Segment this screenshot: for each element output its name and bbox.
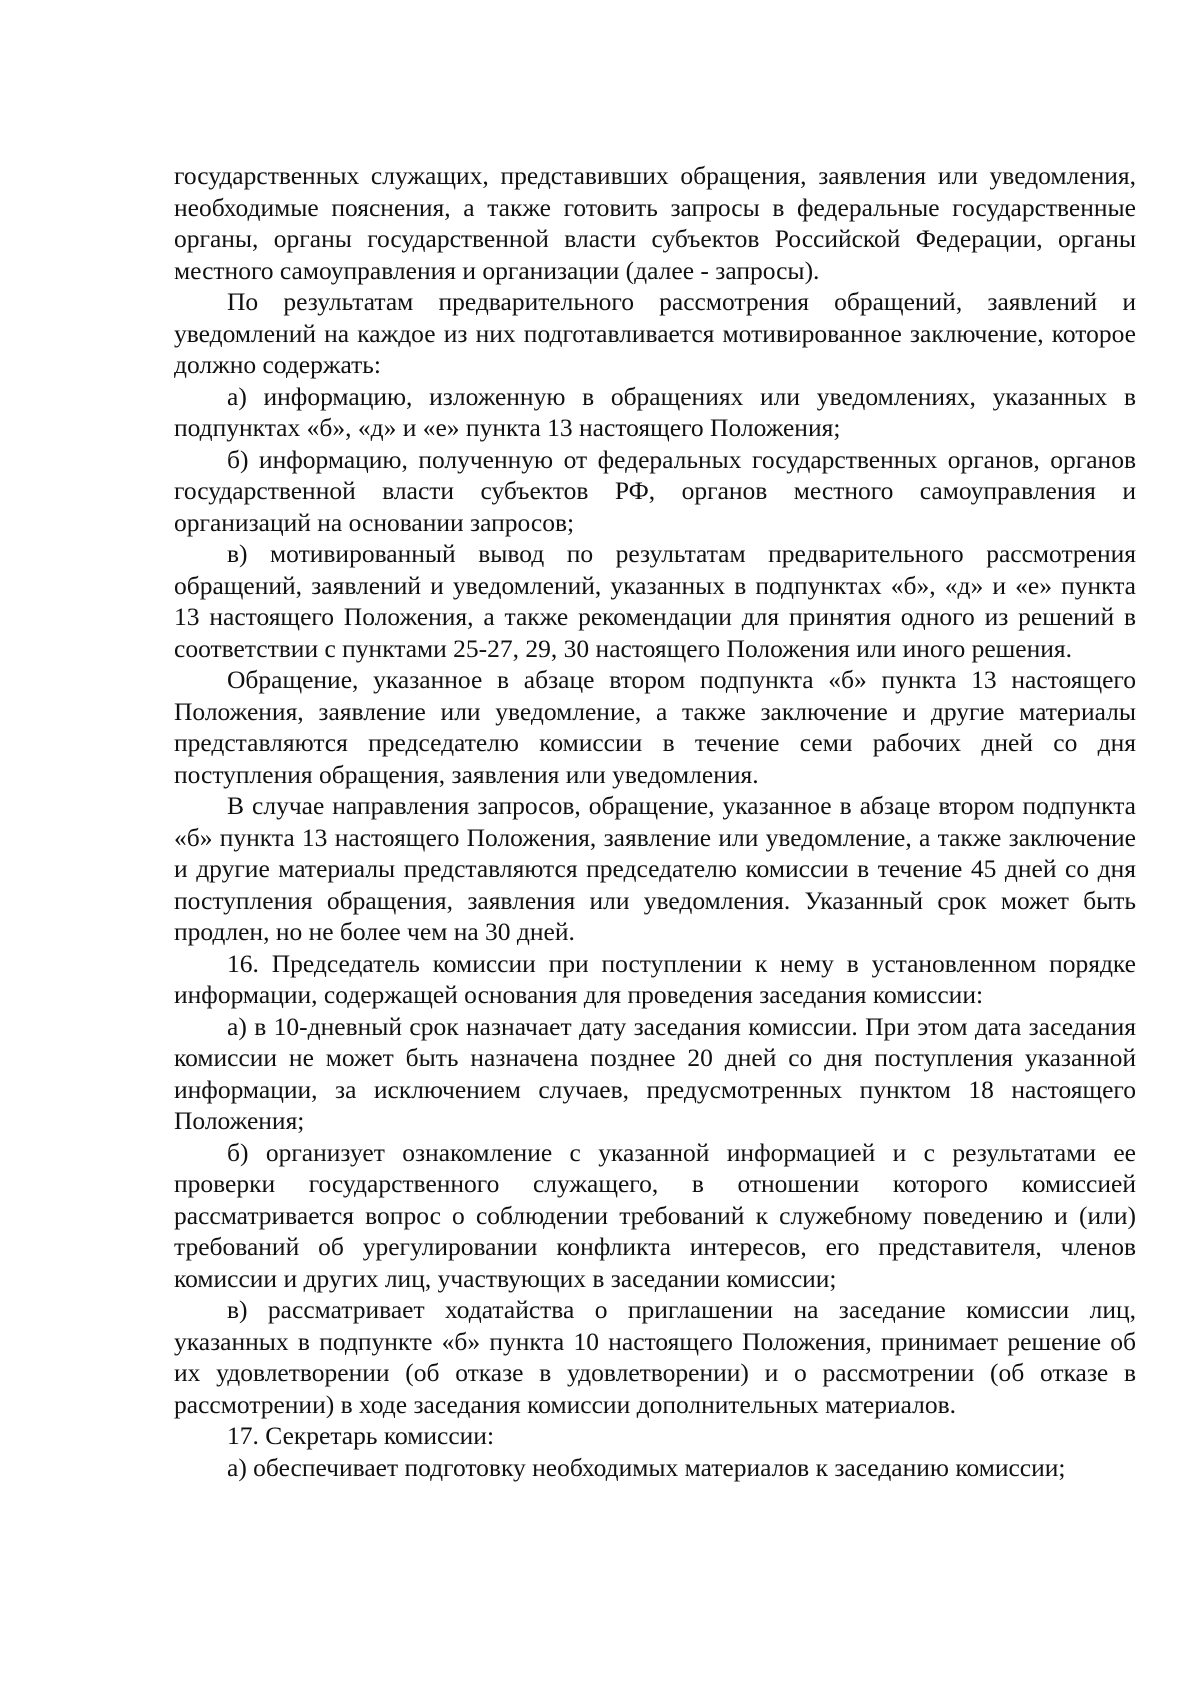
paragraph-item-b: б) информацию, полученную от федеральных государственных органов, органов государственной власти субъектов РФ, органов местного самоуправления и организаций на основании запросов; — [174, 444, 1136, 537]
paragraph-17-a: а) обеспечивает подготовку необходимых материалов к заседанию комиссии; — [227, 1452, 1066, 1482]
paragraph-16-b: б) организует ознакомление с указанной информацией и с результатами ее проверки государственного служащего, в отношении которого комиссией рассматривается вопрос о соблюдении требований к служебному поведению и (или) требований об урегулировании конфликта интересов, его представителя, членов комиссии и других лиц, участвующих в заседании комиссии; — [174, 1137, 1136, 1293]
paragraph-continuation: государственных служащих, представивших обращения, заявления или уведомления, необходимые пояснения, а также готовить запросы в федеральные государственные органы, органы государственной власти субъектов Российской Федерации, органы местного самоуправления и организации (далее - запросы). — [174, 161, 1136, 285]
paragraph-item-v: в) мотивированный вывод по результатам предварительного рассмотрения обращений, заявлений и уведомлений, указанных в подпунктах «б», «д» и «е» пункта 13 настоящего Положения, а также рекомендации для принятия одного из решений в соответствии с пунктами 25-27, 29, 30 настоящего Положения или иного решения. — [174, 539, 1136, 663]
document-page — [174, 160, 1136, 1483]
paragraph-item-a: а) информацию, изложенную в обращениях или уведомлениях, указанных в подпунктах «б», «д» и «е» пункта 13 настоящего Положения; — [174, 381, 1136, 442]
paragraph-preliminary-review: По результатам предварительного рассмотрения обращений, заявлений и уведомлений на каждое из них подготавливается мотивированное заключение, которое должно содержать: — [174, 287, 1136, 379]
paragraph-section-17: 17. Секретарь комиссии: — [227, 1421, 495, 1450]
paragraph-16-a: а) в 10-дневный срок назначает дату заседания комиссии. При этом дата заседания комиссии не может быть назначена позднее 20 дней со дня поступления указанной информации, за исключением случаев, предусмотренных пунктом 18 настоящего Положения; — [174, 1011, 1136, 1135]
paragraph-16-v: в) рассматривает ходатайства о приглашении на заседание комиссии лиц, указанных в подпункте «б» пункта 10 настоящего Положения, принимает решение об их удовлетворении (об отказе в удовлетворении) и о рассмотрении (об отказе в рассмотрении) в ходе заседания комиссии дополнительных материалов. — [174, 1295, 1136, 1419]
paragraph-section-16: 16. Председатель комиссии при поступлении к нему в установленном порядке информации, содержащей основания для проведения заседания комиссии: — [174, 948, 1136, 1009]
paragraph-requests-deadline: В случае направления запросов, обращение, указанное в абзаце втором подпункта «б» пункта 13 настоящего Положения, заявление или уведомление, а также заключение и другие материалы представляются председателю комиссии в течение 45 дней со дня поступления обращения, заявления или уведомления. Указанный срок может быть продлен, но не более чем на 30 дней. — [174, 791, 1136, 946]
paragraph-submission-deadline: Обращение, указанное в абзаце втором подпункта «б» пункта 13 настоящего Положения, заявление или уведомление, а также заключение и другие материалы представляются председателю комиссии в течение семи рабочих дней со дня поступления обращения, заявления или уведомления. — [174, 665, 1136, 789]
